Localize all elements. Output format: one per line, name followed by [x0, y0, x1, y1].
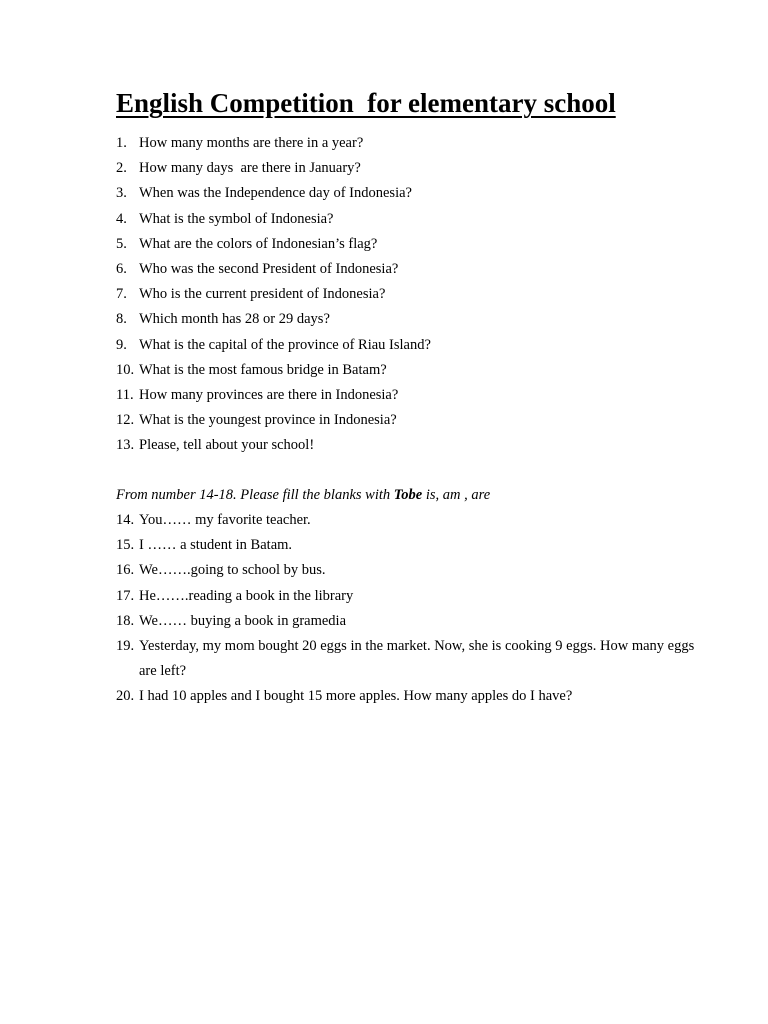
question-text: Which month has 28 or 29 days? [139, 311, 330, 328]
question-text: Please, tell about your school! [139, 437, 315, 454]
question-number: 16. [116, 562, 135, 579]
question-number: 7. [116, 286, 127, 303]
question-item [116, 333, 696, 358]
question-number: 17. [116, 587, 135, 604]
question-number: 5. [116, 235, 127, 252]
question-item [116, 358, 696, 383]
question-number: 8. [116, 311, 127, 328]
question-item [116, 383, 696, 408]
question-number: 4. [116, 210, 127, 227]
question-number: 1. [116, 135, 127, 151]
question-number: 13. [116, 437, 135, 454]
question-list-part1 [116, 131, 696, 458]
question-text: What is the most famous bridge in Batam? [139, 361, 387, 378]
question-item [116, 181, 696, 206]
question-item [116, 634, 696, 684]
instruction-text: From number 14-18. Please fill the blanks with [116, 487, 394, 503]
question-number: 9. [116, 336, 127, 353]
instruction-options: is, am , are [422, 487, 491, 503]
question-text: How many provinces are there in Indonesia? [139, 386, 399, 403]
question-item [116, 684, 696, 709]
question-text: What is the capital of the province of Riau Island? [139, 336, 431, 353]
question-text: Who is the current president of Indonesia? [139, 286, 386, 303]
question-item [116, 257, 696, 282]
question-number: 10. [116, 361, 135, 378]
question-text: I …… a student in Batam. [139, 537, 293, 554]
question-number: 19. [116, 637, 135, 654]
question-number: 3. [116, 185, 127, 202]
fill-in-instruction [116, 483, 490, 508]
question-item [116, 408, 696, 433]
question-number: 14. [116, 512, 135, 528]
question-text: What are the colors of Indonesian’s flag? [139, 235, 378, 252]
question-number: 18. [116, 612, 135, 629]
question-text: I had 10 apples and I bought 15 more apples. How many apples do I have? [139, 688, 573, 705]
question-number: 11. [116, 386, 134, 403]
question-number: 20. [116, 688, 135, 705]
question-item [116, 232, 696, 257]
question-text: Yesterday, my mom bought 20 eggs in the market. Now, she is cooking 9 eggs. How many eggs are left? [139, 637, 698, 680]
question-text: You…… my favorite teacher. [139, 512, 311, 528]
question-text: How many months are there in a year? [139, 135, 364, 151]
question-text: We…… buying a book in gramedia [139, 612, 347, 629]
question-text: He…….reading a book in the library [139, 587, 354, 604]
question-item [116, 156, 696, 181]
question-list-part2 [116, 508, 696, 710]
instruction-keyword: Tobe [393, 487, 423, 503]
question-text: What is the symbol of Indonesia? [139, 210, 334, 227]
question-item [116, 533, 696, 558]
question-item [116, 131, 696, 156]
question-item [116, 508, 696, 533]
question-item [116, 609, 696, 634]
question-number: 15. [116, 537, 135, 554]
question-item [116, 584, 696, 609]
question-number: 6. [116, 260, 127, 277]
question-number: 12. [116, 412, 135, 429]
question-item [116, 558, 696, 583]
page-title: English Competition for elementary school [116, 88, 616, 118]
question-text: How many days are there in January? [139, 160, 361, 177]
question-item [116, 433, 696, 458]
question-number: 2. [116, 160, 127, 177]
question-text: When was the Independence day of Indonesia? [139, 185, 412, 202]
question-text: Who was the second President of Indonesia? [139, 260, 399, 277]
question-text: We…….going to school by bus. [139, 562, 326, 579]
question-text: What is the youngest province in Indonesia? [139, 412, 397, 429]
question-item [116, 207, 696, 232]
question-item [116, 307, 696, 332]
question-item [116, 282, 696, 307]
